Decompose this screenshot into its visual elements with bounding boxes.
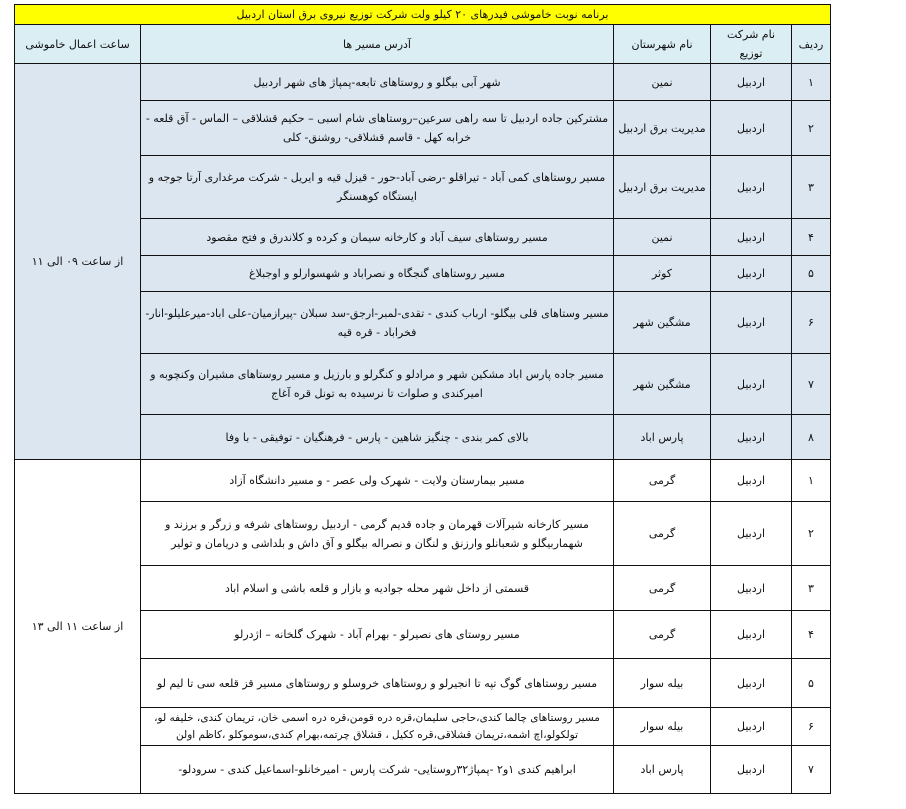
address-cell: شهر آبی بیگلو و روستاهای تابعه-پمپاژ های شهر اردبیل [141, 64, 614, 101]
row-number: ۸ [792, 415, 831, 460]
city-cell: گرمی [614, 611, 711, 659]
row-number: ۷ [792, 354, 831, 415]
company-cell: اردبیل [711, 460, 792, 502]
city-cell: مشگین شهر [614, 354, 711, 415]
address-cell: ابراهیم کندی ۱و۲ -پمپاژ۳۲روستایی- شرکت پارس - امیرخانلو-اسماعیل کندی - سرودلو- [141, 746, 614, 794]
table-row [15, 460, 831, 502]
time-cell: از ساعت ۱۱ الی ۱۳ [15, 460, 141, 794]
address-cell: بالای کمر بندی - چنگیز شاهین - پارس - فرهنگیان - توفیقی - با وفا [141, 415, 614, 460]
table-row [15, 64, 831, 101]
city-cell: بیله سوار [614, 708, 711, 746]
table-title: برنامه نوبت خاموشی فیدرهای ۲۰ کیلو ولت شرکت توزیع نیروی برق استان اردبیل [15, 5, 831, 25]
company-cell: اردبیل [711, 219, 792, 256]
city-cell: بیله سوار [614, 659, 711, 708]
address-cell: مشترکین جاده اردبیل تا سه راهی سرعین–روستاهای شام اسبی – حکیم قشلاقی – الماس - آق قلعه - خرابه کهل - قاسم قشلاقی- روشنق- کلی [141, 101, 614, 156]
header-company: نام شرکت توزیع [711, 25, 792, 64]
row-number: ۶ [792, 292, 831, 354]
city-cell: مشگین شهر [614, 292, 711, 354]
company-cell: اردبیل [711, 101, 792, 156]
row-number: ۵ [792, 256, 831, 292]
row-number: ۴ [792, 611, 831, 659]
address-cell: مسیر روستاهای گوگ تپه تا انجیرلو و روستاهای خروسلو و روستاهای مسیر قز قلعه سی تا لیم لو [141, 659, 614, 708]
address-cell: مسیر روستای های نصیرلو - بهرام آباد - شهرک گلخانه – اژدرلو [141, 611, 614, 659]
city-cell: نمین [614, 64, 711, 101]
city-cell: نمین [614, 219, 711, 256]
company-cell: اردبیل [711, 566, 792, 611]
company-cell: اردبیل [711, 354, 792, 415]
company-cell: اردبیل [711, 156, 792, 219]
address-cell: مسیر روستاهای گنجگاه و نصراباد و شهسوارلو و اوجبلاغ [141, 256, 614, 292]
city-cell: پارس اباد [614, 415, 711, 460]
address-cell: مسیر روستاهای سیف آباد و کارخانه سیمان و کرده و کلاندرق و فتح مقصود [141, 219, 614, 256]
row-number: ۲ [792, 502, 831, 566]
city-cell: گرمی [614, 502, 711, 566]
city-cell: مدیریت برق اردبیل [614, 156, 711, 219]
row-number: ۱ [792, 460, 831, 502]
company-cell: اردبیل [711, 256, 792, 292]
city-cell: کوثر [614, 256, 711, 292]
address-cell: مسیر بیمارستان ولایت - شهرک ولی عصر - و مسیر دانشگاه آزاد [141, 460, 614, 502]
city-cell: مدیریت برق اردبیل [614, 101, 711, 156]
address-cell: قسمتی از داخل شهر محله جوادیه و بازار و قلعه باشی و اسلام اباد [141, 566, 614, 611]
row-number: ۴ [792, 219, 831, 256]
city-cell: پارس اباد [614, 746, 711, 794]
row-number: ۳ [792, 156, 831, 219]
company-cell: اردبیل [711, 611, 792, 659]
row-number: ۵ [792, 659, 831, 708]
row-number: ۶ [792, 708, 831, 746]
address-cell: مسیر وستاهای قلی بیگلو- ارباب کندی - تقدی-لمبر-ارجق-سد سبلان -پیرازمیان-علی اباد-میرعلیلو-انار- فخراباد - قره قیه [141, 292, 614, 354]
header-city: نام شهرستان [614, 25, 711, 64]
row-number: ۷ [792, 746, 831, 794]
company-cell: اردبیل [711, 292, 792, 354]
blackout-schedule-table [14, 4, 831, 794]
header-row-number: ردیف [792, 25, 831, 64]
company-cell: اردبیل [711, 708, 792, 746]
city-cell: گرمی [614, 460, 711, 502]
address-cell: مسیر کارخانه شیرآلات قهرمان و جاده قدیم گرمی - اردبیل روستاهای شرفه و زرگر و برزند و شهماربیگلو و شعبانلو وارزنق و لنگان و نصراله بیگلو و آق داش و بلداشی و دریامان و تولیر [141, 502, 614, 566]
city-cell: گرمی [614, 566, 711, 611]
address-cell: مسیر جاده پارس اباد مشکین شهر و مرادلو و کنگرلو و بارزیل و مسیر روستاهای مشیران وکنچوبه و امیرکندی و صلوات تا نرسیده به تونل قره آغاج [141, 354, 614, 415]
company-cell: اردبیل [711, 659, 792, 708]
row-number: ۲ [792, 101, 831, 156]
row-number: ۱ [792, 64, 831, 101]
company-cell: اردبیل [711, 746, 792, 794]
header-time: ساعت اعمال خاموشی [15, 25, 141, 64]
header-address: آدرس مسیر ها [141, 25, 614, 64]
address-cell: مسیر روستاهای چالما کندی،حاجی سلیمان،قره دره قومن،قره دره اسمی خان، تریمان کندی، خلیفه لو، تولکولو،اچ اشمه،تریمان قشلاقی،قره ککیل ، قشلاق چرتمه،بهرام کندی،سوموکلو ،کاظم اولن [141, 708, 614, 746]
time-cell: از ساعت ۰۹ الی ۱۱ [15, 64, 141, 460]
company-cell: اردبیل [711, 502, 792, 566]
company-cell: اردبیل [711, 415, 792, 460]
address-cell: مسیر روستاهای کمی آباد - تیراقلو -رضی آباد-حور - قیزل قیه و ایریل - شرکت مرغداری آرتا جوجه و ایستگاه کوهسنگر [141, 156, 614, 219]
company-cell: اردبیل [711, 64, 792, 101]
row-number: ۳ [792, 566, 831, 611]
